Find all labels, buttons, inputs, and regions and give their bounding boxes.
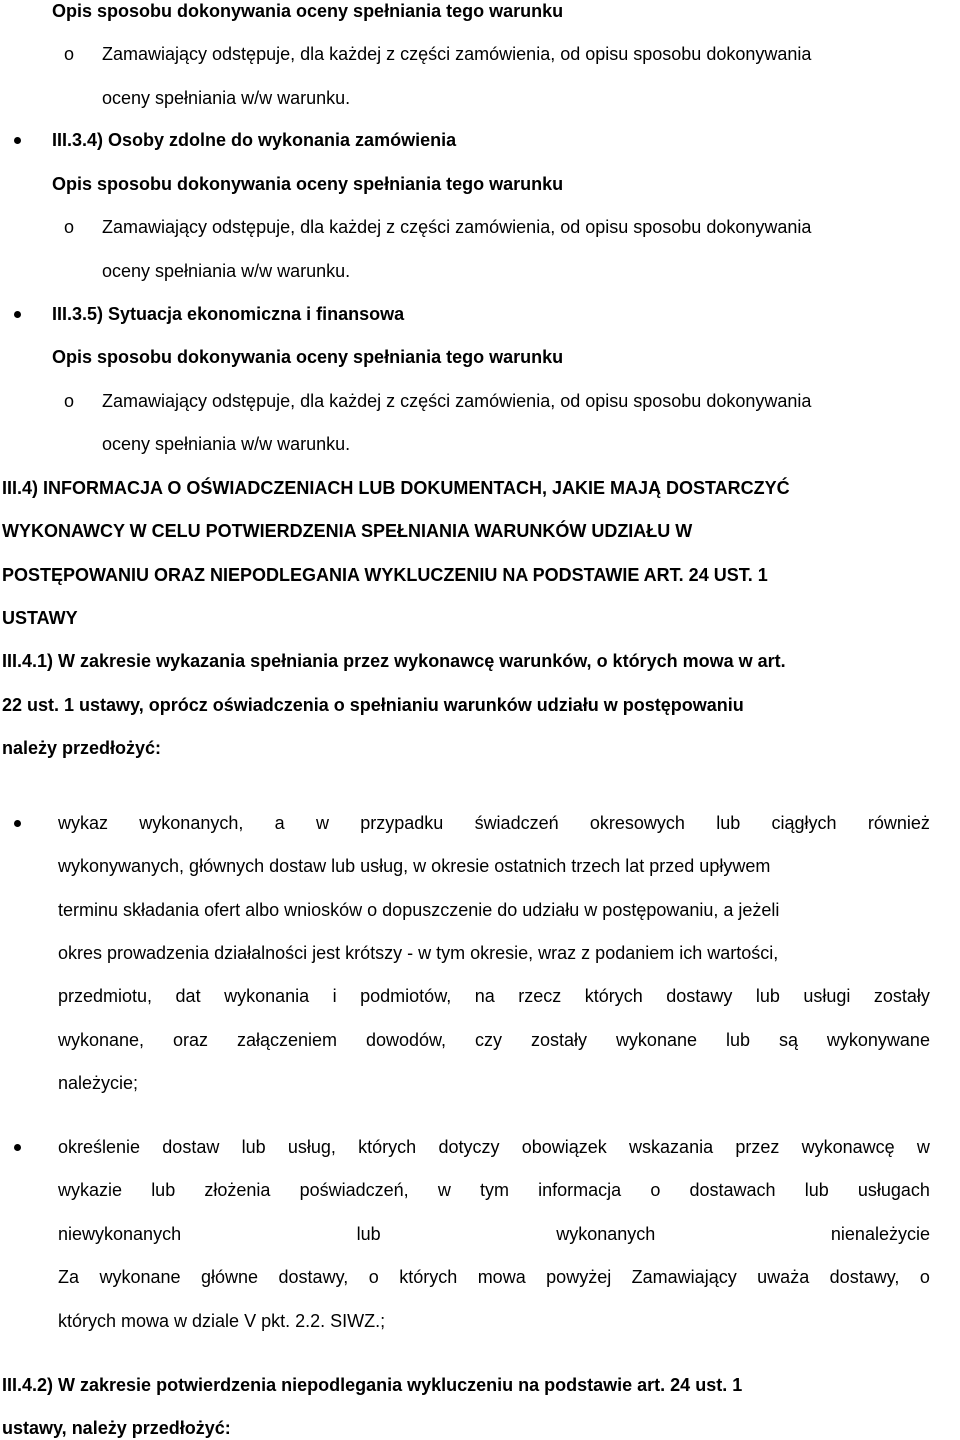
sec-335-title: III.3.5) Sytuacja ekonomiczna i finansowa (52, 304, 405, 324)
word: nienależycie (830, 1224, 930, 1244)
word: rzecz (518, 986, 562, 1006)
word: główne (201, 1267, 259, 1287)
word: dostawach (689, 1180, 776, 1200)
word: dotyczy (438, 1137, 500, 1157)
word: dostawy (666, 986, 733, 1006)
sec-342-line2: ustawy, należy przedłożyć: (2, 1418, 231, 1438)
word: również (867, 813, 930, 833)
sec-335-heading: Opis sposobu dokonywania oceny spełniania tego warunku (52, 347, 564, 367)
word: wykazie (58, 1180, 123, 1200)
sec-334-item-line1: Zamawiający odstępuje, dla każdej z części zamówienia, od opisu sposobu dokonywania (102, 217, 812, 237)
word: usługi (803, 986, 851, 1006)
sec-331-heading: Opis sposobu dokonywania oceny spełniania tego warunku (52, 1, 564, 21)
sec-341-line2: 22 ust. 1 ustawy, oprócz oświadczenia o spełnianiu warunków udziału w postępowaniu (2, 695, 744, 715)
word: przypadku (360, 813, 444, 833)
bullet2-line1 (58, 1136, 930, 1158)
bullet1-line2: wykonywanych, głównych dostaw lub usług, w okresie ostatnich trzech lat przed upływem (58, 856, 771, 876)
word: zostały (873, 986, 930, 1006)
word: informacja (538, 1180, 622, 1200)
word: wykonane (99, 1267, 181, 1287)
word: oraz (173, 1030, 209, 1050)
sec-334-heading: Opis sposobu dokonywania oceny spełniania tego warunku (52, 174, 564, 194)
word: w (916, 1137, 930, 1157)
bullet-dot-1 (14, 820, 21, 827)
bullet1-line3: terminu składania ofert albo wniosków o dopuszczenie do udziału w postępowaniu, a jeżeli (58, 900, 780, 920)
word: dostawy, (829, 1267, 900, 1287)
word: których (399, 1267, 458, 1287)
bullet2-line3 (58, 1223, 930, 1245)
word: których (358, 1137, 417, 1157)
word: poświadczeń, (299, 1180, 409, 1200)
word: wykonania (224, 986, 310, 1006)
word: ciągłych (771, 813, 837, 833)
word: na (474, 986, 495, 1006)
bullet1-line4: okres prowadzenia działalności jest krótszy - w tym okresie, wraz z podaniem ich wartości, (58, 943, 779, 963)
bullet-dot-2 (14, 1144, 21, 1151)
bullet-dot-334 (14, 137, 21, 144)
word: w (315, 813, 329, 833)
word: i (332, 986, 337, 1006)
word: zostały (530, 1030, 587, 1050)
word: lub (804, 1180, 829, 1200)
word: świadczeń (474, 813, 559, 833)
sec-331-item-line1: Zamawiający odstępuje, dla każdej z części zamówienia, od opisu sposobu dokonywania (102, 44, 812, 64)
word: przedmiotu, (58, 986, 153, 1006)
word: o (919, 1267, 930, 1287)
word: czy (475, 1030, 502, 1050)
sec-34-heading-line4: USTAWY (2, 608, 78, 628)
word: przez (735, 1137, 780, 1157)
word: wykonane (615, 1030, 697, 1050)
word: dowodów, (365, 1030, 447, 1050)
sec-335-item-marker: o (64, 391, 75, 411)
word: podmiotów, (360, 986, 452, 1006)
bullet-dot-335 (14, 311, 21, 318)
word: lub (755, 986, 780, 1006)
word: których (584, 986, 643, 1006)
sec-34-heading-line2: WYKONAWCY W CELU POTWIERDZENIA SPEŁNIANIA WARUNKÓW UDZIAŁU W (2, 521, 693, 541)
word: Za (58, 1267, 80, 1287)
word: wykonanych (556, 1224, 656, 1244)
word: wskazania (629, 1137, 714, 1157)
word: lub (356, 1224, 381, 1244)
word: lub (716, 813, 741, 833)
word: są (778, 1030, 798, 1050)
word: wykonanych, (139, 813, 244, 833)
sec-334-title: III.3.4) Osoby zdolne do wykonania zamówienia (52, 130, 457, 150)
sec-331-item-marker: o (64, 44, 75, 64)
word: lub (241, 1137, 266, 1157)
word: lub (725, 1030, 750, 1050)
word: złożenia (204, 1180, 271, 1200)
word: o (650, 1180, 661, 1200)
word: dat (175, 986, 201, 1006)
word: tym (479, 1180, 509, 1200)
sec-335-item-line2: oceny spełniania w/w warunku. (102, 434, 351, 454)
bullet1-line6 (58, 1029, 930, 1051)
bullet1-line7: należycie; (58, 1073, 139, 1093)
word: dostaw (162, 1137, 220, 1157)
word: usługach (857, 1180, 930, 1200)
word: wykonane, (58, 1030, 145, 1050)
word: lub (151, 1180, 176, 1200)
bullet2-line2 (58, 1179, 930, 1201)
sec-331-item-line2: oceny spełniania w/w warunku. (102, 88, 351, 108)
sec-34-heading-line3: POSTĘPOWANIU ORAZ NIEPODLEGANIA WYKLUCZENIU NA PODSTAWIE ART. 24 UST. 1 (2, 565, 768, 585)
bullet2-line4 (58, 1266, 930, 1288)
sec-334-item-marker: o (64, 217, 75, 237)
word: załączeniem (236, 1030, 338, 1050)
word: o (368, 1267, 379, 1287)
word: mowa (477, 1267, 526, 1287)
word: w (437, 1180, 451, 1200)
sec-334-item-line2: oceny spełniania w/w warunku. (102, 261, 351, 281)
word: niewykonanych (58, 1224, 182, 1244)
word: wykaz (58, 813, 109, 833)
bullet2-line5: których mowa w dziale V pkt. 2.2. SIWZ.; (58, 1311, 386, 1331)
word: obowiązek (521, 1137, 607, 1157)
sec-341-line1: III.4.1) W zakresie wykazania spełniania przez wykonawcę warunków, o których mowa w art. (2, 651, 786, 671)
word: okresowych (589, 813, 685, 833)
word: dostawy, (278, 1267, 349, 1287)
word: usług, (287, 1137, 336, 1157)
word: a (274, 813, 285, 833)
word: Zamawiający (631, 1267, 737, 1287)
bullet1-line5 (58, 985, 930, 1007)
sec-341-line3: należy przedłożyć: (2, 738, 162, 758)
sec-335-item-line1: Zamawiający odstępuje, dla każdej z części zamówienia, od opisu sposobu dokonywania (102, 391, 812, 411)
word: wykonawcę (801, 1137, 895, 1157)
sec-342-line1: III.4.2) W zakresie potwierdzenia niepodlegania wykluczeniu na podstawie art. 24 ust. 1 (2, 1375, 743, 1395)
sec-34-heading-line1: III.4) INFORMACJA O OŚWIADCZENIACH LUB DOKUMENTACH, JAKIE MAJĄ DOSTARCZYĆ (2, 478, 790, 498)
word: powyżej (546, 1267, 612, 1287)
word: wykonywane (826, 1030, 930, 1050)
word: określenie (58, 1137, 141, 1157)
bullet1-line1 (58, 812, 930, 834)
word: uważa (757, 1267, 810, 1287)
